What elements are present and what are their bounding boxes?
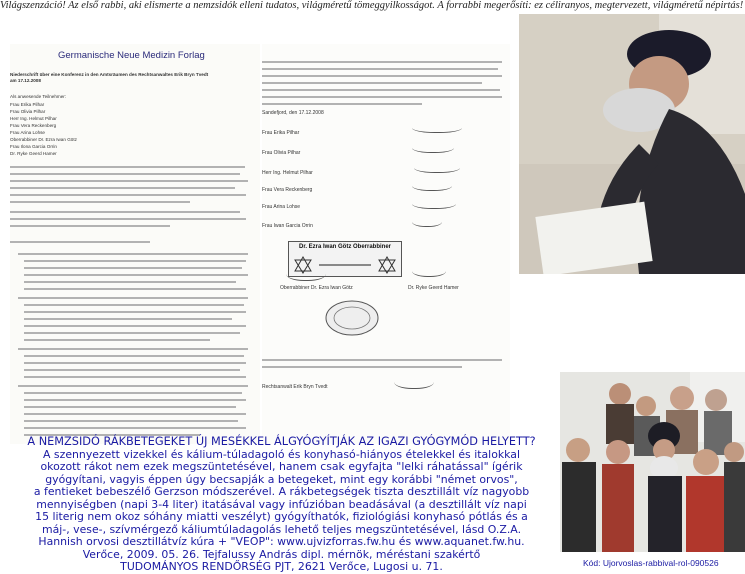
document-code: Kód: Ujorvoslas-rabbival-rol-090526 (583, 558, 719, 568)
left-letter-scan (10, 44, 260, 444)
date-line: Sandefjord, den 17.12.2008 (262, 110, 324, 116)
handwritten-signature (412, 142, 454, 153)
handwritten-signature (412, 122, 462, 133)
handwritten-signature (412, 216, 442, 227)
right-letter-scan (262, 44, 510, 444)
participant: Frau Erika Pilhar (10, 102, 45, 107)
body-line: 15 literig nem okoz sóhány miatti veszélyt) gyógyíthatók, fiziológiási konyhasó pótlás és a (35, 510, 528, 524)
participant: Frau Olivia Pilhar (10, 109, 46, 114)
main-text-block (4, 436, 559, 574)
confirmation-lines (262, 356, 510, 386)
rabbi-signing-illustration (519, 14, 745, 274)
body-line: TUDOMÁNYOS RENDŐRSÉG PJT, 2621 Verőce, Lugosi u. 71. (120, 560, 443, 574)
letter-subject: Niederschrift über eine Konferenz in den Amtsräumen des Rechtsanwaltes Erik Bryn Tvedt am 17.12.2008 (10, 72, 209, 83)
body-line: okozott rákot nem ezek megszüntetésével, hanem csak egyfajta "lelki ráhatással" ígérik (40, 460, 523, 474)
participant: Oberrabbiner Dr. Ezra Iwan Götz (10, 137, 77, 142)
sig-hamer: Dr. Ryke Geerd Hamer (408, 285, 459, 291)
letter-body-lines (10, 162, 260, 442)
signer-name: Frau Olivia Pilhar (262, 150, 301, 156)
handwritten-signature (414, 162, 460, 173)
signer-name: Frau Vera Reckenberg (262, 187, 313, 193)
handwritten-signature (412, 264, 446, 277)
letterhead-title: Germanische Neue Medizin Forlag (58, 50, 205, 61)
body-line: gyógyítani, vagyis éppen úgy becsapják a betegeket, mint egy korábbi "német orvos", (45, 472, 518, 486)
body-line: Verőce, 2009. 05. 26. Tejfalussy András dipl. mérnök, méréstani szakértő (82, 547, 481, 561)
body-line: mennyiségben (napi 3-4 liter) itatásával vagy infúzióban beadásával (a desztillált víz napi (36, 497, 527, 511)
signer-name: Frau Erika Pilhar (262, 130, 300, 136)
handwritten-signature (394, 374, 434, 389)
rabbi-signing-photo (519, 14, 745, 274)
participants-heading: Als anwesende Teilnehmer: (10, 94, 67, 99)
stamp-text: Dr. Ezra Iwan Götz Oberrabbiner (298, 244, 392, 250)
signer-name: Frau Arina Lohse (262, 204, 301, 210)
group-illustration (560, 372, 745, 552)
headline-question: A NEMZSIDÓ RÁKBETEGEKET ÚJ MESÉKKEL ÁLGYÓGYÍTJÁK AZ IGAZI GYÓGYMÓD HELYETT? (27, 435, 536, 448)
handwritten-signature (286, 266, 326, 281)
body-line: A szennyezett vizekkel és kálium-túladagoló és konyhasó-hiányos ételekkel és italokkal (43, 447, 520, 461)
handwritten-signature (412, 180, 452, 191)
signer-name: Herr Ing. Helmut Pilhar (262, 170, 313, 176)
participant: Frau Arina Lohse (10, 130, 45, 135)
notary-seal (322, 298, 382, 338)
participant: Frau Ilona Garcia Orrin (10, 144, 57, 149)
letter-intro-lines (262, 58, 510, 118)
body-line: a fentieket bebeszélő Gerzson módszerével. A rákbetegségek tiszta desztillált víz nagyobb (33, 485, 530, 499)
top-banner: Világszenzáció! Az első rabbi, aki elismerte a nemzsidók elleni tudatos, világméretű tömeggyilkosságot. A forrabbi megerősíti: ez céliranyos, megtervezett, világméretű népirtás! (0, 0, 744, 11)
handwritten-signature (412, 198, 456, 209)
body-line: Hannish orvosi desztillátvíz kúra + "VEOP": www.ujvizforras.fw.hu és www.aquanet.fw.hu. (38, 535, 525, 549)
body-line: máj-, vese-, szívmérgező káliumtúladagolás lehető teljes megszüntetésével, lásd O.Z.A. (41, 522, 522, 536)
sig-rabbi: Oberrabbiner Dr. Ezra Iwan Götz (280, 285, 353, 291)
signer-name: Frau Iwan Garcia Orrin (262, 223, 313, 229)
group-photo (560, 372, 745, 552)
lawyer-name: Rechtsanwalt Erik Bryn Tvedt (262, 384, 328, 390)
participant: Frau Vera Reckenberg (10, 123, 57, 128)
participant: Herr Ing. Helmut Pilhar (10, 116, 57, 121)
participant: Dr. Ryke Geerd Hamer (10, 151, 57, 156)
